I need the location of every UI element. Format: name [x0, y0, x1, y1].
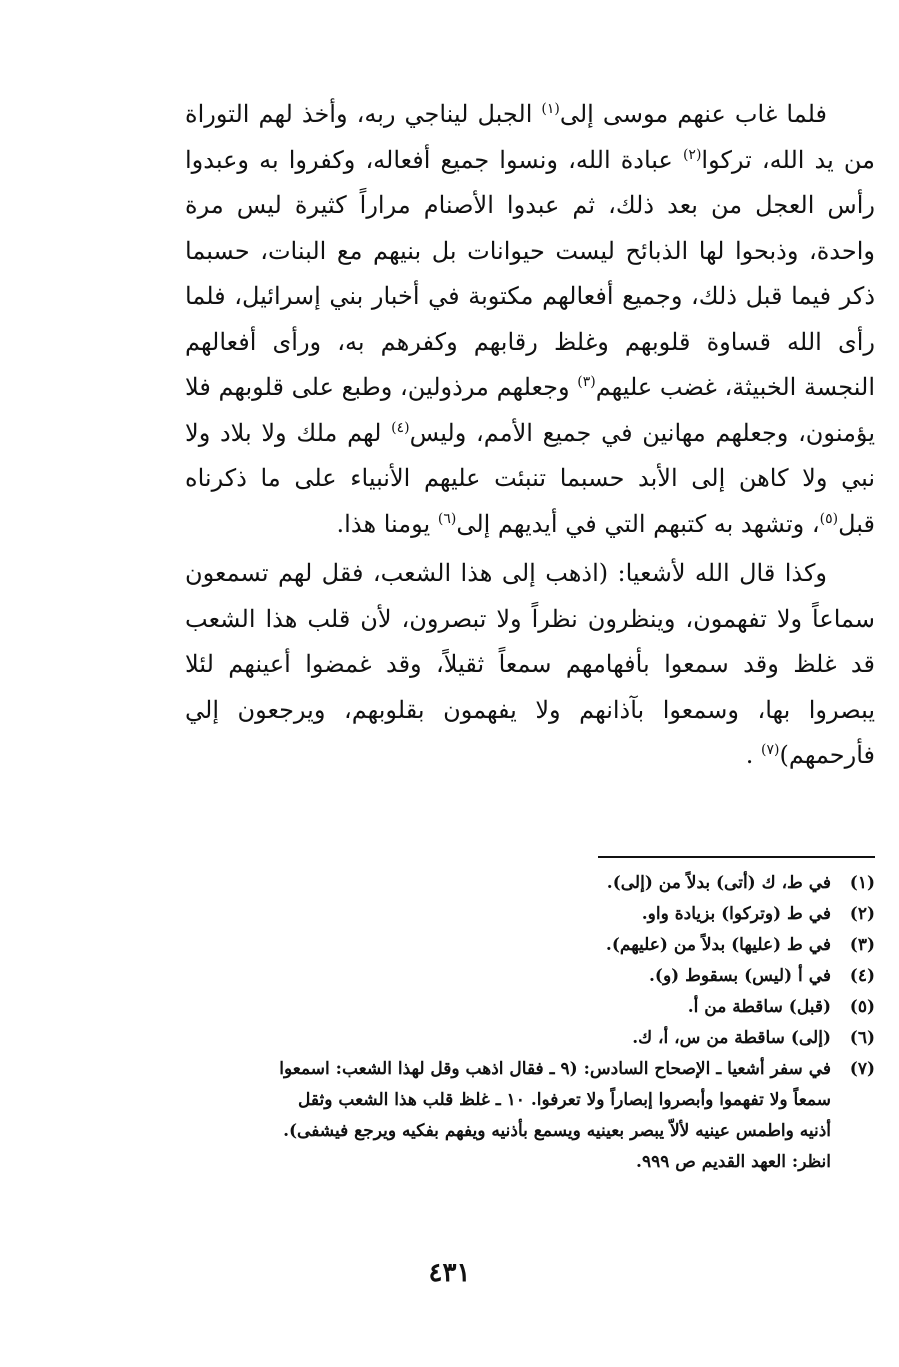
- text-segment: فلما غاب عنهم موسى إلى: [559, 100, 827, 128]
- footnote-item: [185, 961, 875, 992]
- footnote-line: أذنيه واطمس عينيه لألاّ يبصر بعينيه ويسمع بأذنيه ويفهم بفكيه ويرجع فيشفى).: [283, 1121, 831, 1141]
- text-segment: ، وتشهد به كتبهم التي في أيديهم إلى: [456, 509, 820, 538]
- main-text: [185, 92, 875, 779]
- footnote-reference: (١): [541, 101, 560, 117]
- footnote-text: (إلى) ساقطة من س، أ، ك.: [632, 1028, 831, 1048]
- footnote-number: (٦): [849, 1028, 875, 1048]
- footnote-line: في سفر أشعيا ـ الإصحاح السادس: (٩ ـ فقال اذهب وقل لهذا الشعب: اسمعوا: [279, 1059, 831, 1079]
- footnote-item: [185, 930, 875, 961]
- footnote-reference: (٦): [437, 510, 457, 527]
- footnote-reference: (٣): [577, 374, 596, 390]
- footnote-reference: (٢): [682, 146, 702, 163]
- footnote-text: في ط، ك (أتى) بدلاً من (إلى).: [606, 873, 831, 893]
- footnote-item: [185, 899, 875, 930]
- text-segment: .: [745, 741, 762, 769]
- paragraph: [185, 92, 875, 547]
- text-segment: وجعلهم مرذولين، وطبع على قلوبهم فلا يؤمنون، وجعلهم مهانين في جميع الأمم، وليس: [185, 373, 876, 447]
- footnote-item: [185, 1054, 875, 1178]
- footnote-item: [185, 868, 875, 899]
- footnote-number: (٣): [849, 935, 875, 955]
- text-segment: وكذا قال الله لأشعيا: (اذهب إلى هذا الشعب، فقل لهم تسمعون سماعاً ولا تفهمون، وينظرون نظراً ولا تبصرون، لأن قلب هذا الشعب قد غلظ وقد سمعوا بأفهامهم سمعاً ثقيلاً، وقد غمضوا أعينهم لئلا يبصروا بها، وسمعوا بآذانهم ولا يفهمون بقلوبهم، ويرجعون إلي فأرحمهم): [185, 559, 875, 769]
- footnote-line: انظر: العهد القديم ص ٩٩٩.: [636, 1152, 831, 1172]
- footnote-text: (قبل) ساقطة من أ.: [687, 997, 831, 1017]
- footnote-number: (٧): [849, 1059, 875, 1079]
- footnote-item: [185, 1023, 875, 1054]
- footnote-separator: [598, 856, 875, 858]
- footnote-text: في ط (وتركوا) بزيادة واو.: [641, 904, 831, 924]
- footnotes: [185, 868, 875, 1178]
- text-segment: عبادة الله، ونسوا جميع أفعاله، وكفروا به وعبدوا رأس العجل من بعد ذلك، ثم عبدوا الأصنام مراراً كثيرة ليس مرة واحدة، وذبحوا لها الذبائح ليست حيوانات بل بنيهم مع البنات، حسبما ذكر فيما قبل ذلك، وجميع أفعالهم مكتوبة في أخبار بني إسرائيل، فلما رأى الله قساوة قلوبهم وغلظ رقابهم وكفرهم به، ورأى أفعالهم النجسة الخبيثة، غضب عليهم: [185, 145, 875, 401]
- footnote-number: (٥): [849, 997, 875, 1017]
- footnote-text: في ط (عليها) بدلاً من (عليهم).: [605, 935, 831, 955]
- footnote-reference: (٤): [391, 419, 410, 436]
- footnote-number: (١): [849, 873, 875, 893]
- footnote-text: في أ (ليس) بسقوط (و).: [649, 966, 831, 986]
- footnote-reference: (٥): [819, 510, 839, 527]
- page-number: ٤٣١: [428, 1258, 471, 1288]
- text-segment: لهم ملك ولا بلاد ولا نبي ولا كاهن إلى الأبد حسبما تنبئت عليهم الأنبياء على ما ذكرناه قبل: [185, 418, 875, 538]
- footnote-text: [185, 1054, 831, 1178]
- paragraph: [185, 551, 875, 779]
- footnote-number: (٤): [849, 966, 875, 986]
- text-segment: يومنا هذا.: [336, 509, 438, 538]
- footnote-reference: (٧): [761, 742, 780, 758]
- footnote-number: (٢): [849, 904, 875, 924]
- footnote-item: [185, 992, 875, 1023]
- text-segment: الجبل ليناجي ربه، وأخذ لهم التوراة من يد الله، تركوا: [185, 100, 875, 174]
- footnote-line: سمعاً ولا تفهموا وأبصروا إبصاراً ولا تعرفوا. ١٠ ـ غلظ قلب هذا الشعب وثقل: [298, 1090, 831, 1110]
